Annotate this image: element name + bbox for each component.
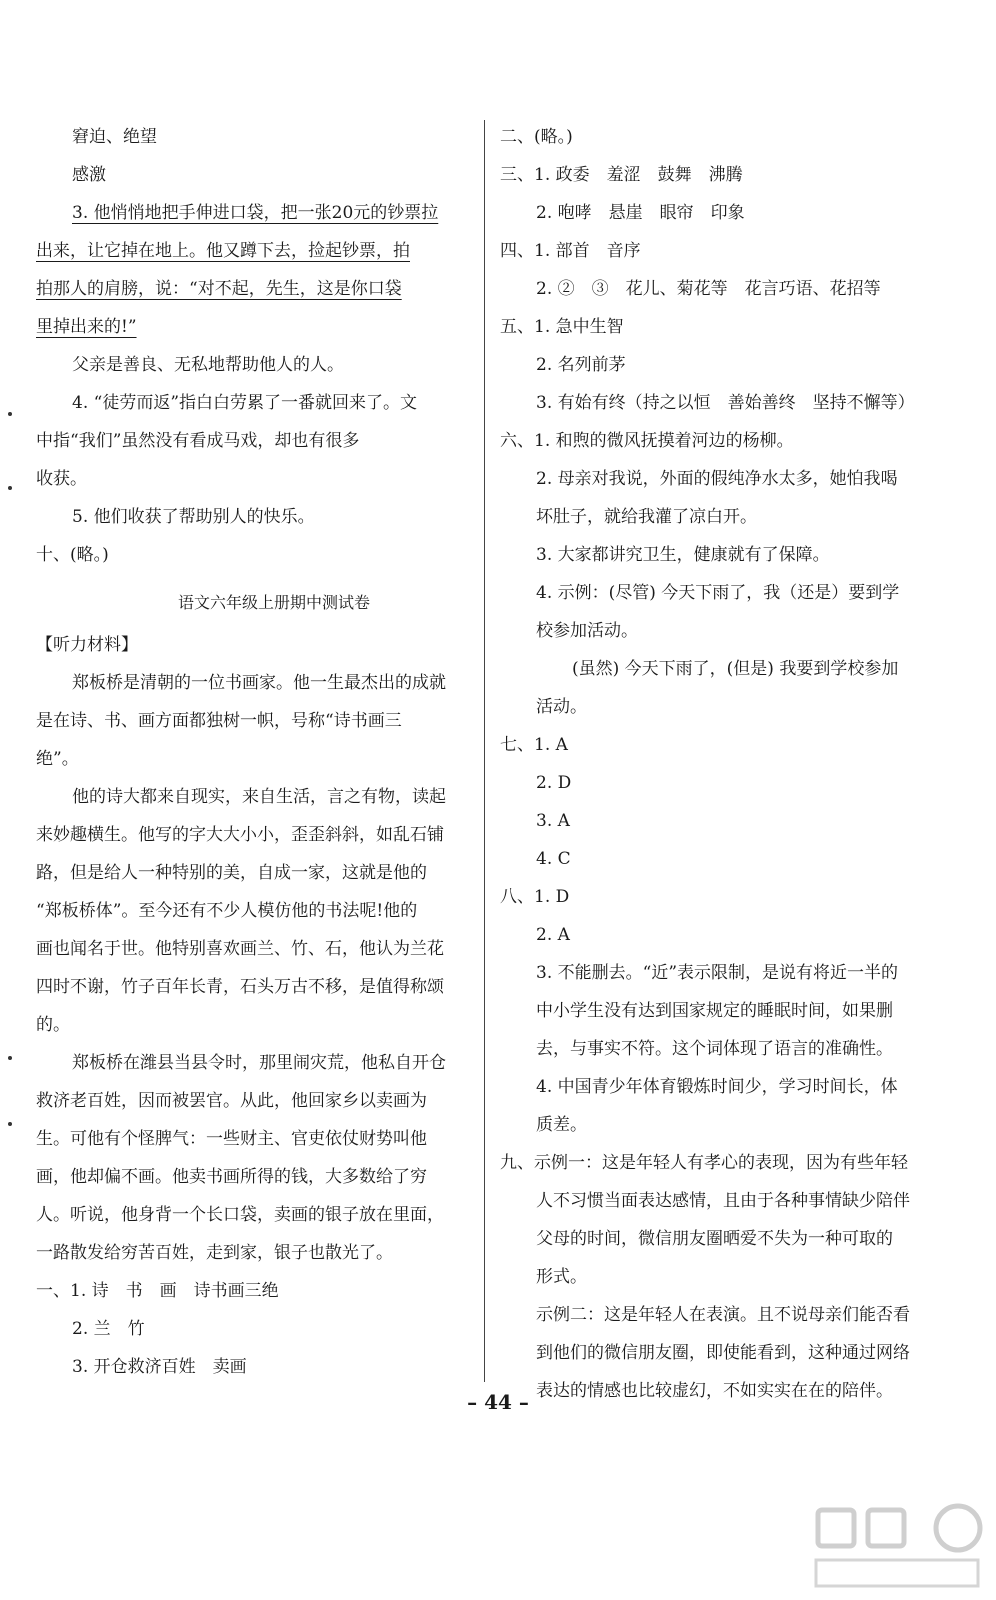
text-line: 八、1. D xyxy=(500,887,570,907)
margin-mark xyxy=(8,486,12,490)
underlined-text: 里掉出来的!” xyxy=(36,317,137,337)
text-line: 他的诗大都来自现实，来自生活，言之有物，读起 xyxy=(72,787,446,807)
page-number: – 44 – xyxy=(467,1390,529,1414)
text-line: 活动。 xyxy=(536,697,587,717)
text-line: 救济老百姓，因而被罢官。从此，他回家乡以卖画为 xyxy=(36,1091,427,1111)
text-line: 郑板桥在潍县当县令时，那里闹灾荒，他私自开仓 xyxy=(72,1053,446,1073)
text-line: 三、1. 政委 羞涩 鼓舞 沸腾 xyxy=(500,165,743,185)
text-line: 人。听说，他身背一个长口袋，卖画的银子放在里面， xyxy=(36,1205,444,1225)
section-title: 语文六年级上册期中测试卷 xyxy=(177,593,370,612)
text-line: 2. 名列前茅 xyxy=(536,355,626,375)
text-line: 4. C xyxy=(536,849,571,869)
text-line: 【听力材料】 xyxy=(36,635,138,655)
text-line: 3. 有始有终（持之以恒 善始善终 坚持不懈等） xyxy=(536,393,915,413)
text-line: 的。 xyxy=(36,1015,70,1035)
text-line: 2. ② ③ 花儿、菊花等 花言巧语、花招等 xyxy=(536,279,881,299)
underlined-text: 3. 他悄悄地把手伸进口袋，把一张20元的钞票拉 xyxy=(72,203,439,223)
text-line: 4. 中国青少年体育锻炼时间少，学习时间长，体 xyxy=(536,1077,898,1097)
text-line: 表达的情感也比较虚幻，不如实实在在的陪伴。 xyxy=(536,1381,893,1401)
text-line: 画也闻名于世。他特别喜欢画兰、竹、石，他认为兰花 xyxy=(36,939,444,959)
text-line: 画，他却偏不画。他卖书画所得的钱，大多数给了穷 xyxy=(36,1167,427,1187)
text-line: 2. 兰 竹 xyxy=(72,1319,145,1339)
text-line: 3. 大家都讲究卫生，健康就有了保障。 xyxy=(536,545,830,565)
underlined-text: 出来，让它掉在地上。他又蹲下去，捡起钞票，拍 xyxy=(36,241,410,261)
text-line: 郑板桥是清朝的一位书画家。他一生最杰出的成就 xyxy=(72,673,446,693)
watermark-logo xyxy=(808,1498,986,1592)
text-line: 一、1. 诗 书 画 诗书画三绝 xyxy=(36,1281,279,1301)
text-line: 四、1. 部首 音序 xyxy=(500,241,641,261)
text-line: 父亲是善良、无私地帮助他人的人。 xyxy=(72,355,344,375)
text-line: 示例二：这是年轻人在表演。且不说母亲们能否看 xyxy=(536,1305,910,1325)
text-line: 父母的时间，微信朋友圈晒爱不失为一种可取的 xyxy=(536,1229,893,1249)
text-line: 校参加活动。 xyxy=(536,621,638,641)
text-line xyxy=(36,232,476,270)
text-line: 二、(略。) xyxy=(500,127,573,147)
text-line: 中小学生没有达到国家规定的睡眠时间，如果删 xyxy=(536,1001,893,1021)
text-line: 形式。 xyxy=(536,1267,587,1287)
text-line: 到他们的微信朋友圈，即使能看到，这种通过网络 xyxy=(536,1343,910,1363)
text-line: 一路散发给穷苦百姓，走到家，银子也散光了。 xyxy=(36,1243,393,1263)
margin-mark xyxy=(8,412,12,416)
text-line: 是在诗、书、画方面都独树一帜，号称“诗书画三 xyxy=(36,711,402,731)
text-line: 4. “徒劳而返”指白白劳累了一番就回来了。文 xyxy=(72,393,418,413)
text-line: “郑板桥体”。至今还有不少人模仿他的书法呢!他的 xyxy=(36,901,418,921)
text-line: 去，与事实不符。这个词体现了语言的准确性。 xyxy=(536,1039,893,1059)
text-line: 2. A xyxy=(536,925,570,945)
text-line: 2. 咆哮 悬崖 眼帘 印象 xyxy=(536,203,745,223)
text-line: 生。可他有个怪脾气：一些财主、官吏依仗财势叫他 xyxy=(36,1129,427,1149)
text-line: 窘迫、绝望 xyxy=(72,127,157,147)
underlined-text: 拍那人的肩膀，说：“对不起，先生，这是你口袋 xyxy=(36,279,402,299)
text-line: 5. 他们收获了帮助别人的快乐。 xyxy=(72,507,315,527)
text-line: 4. 示例：(尽管) 今天下雨了，我（还是）要到学 xyxy=(536,583,900,603)
margin-mark xyxy=(8,1056,12,1060)
text-line: 人不习惯当面表达感情，且由于各种事情缺少陪伴 xyxy=(536,1191,910,1211)
text-line: 路，但是给人一种特别的美，自成一家，这就是他的 xyxy=(36,863,427,883)
text-line: 七、1. A xyxy=(500,735,568,755)
margin-mark xyxy=(8,1122,12,1126)
text-line: (虽然) 今天下雨了，(但是) 我要到学校参加 xyxy=(572,659,899,679)
text-line: 质差。 xyxy=(536,1115,587,1135)
text-line: 2. D xyxy=(536,773,572,793)
left-column xyxy=(36,118,476,1386)
text-line: 五、1. 急中生智 xyxy=(500,317,624,337)
right-column xyxy=(500,118,952,1410)
text-line: 绝”。 xyxy=(36,749,79,769)
text-line: 坏肚子，就给我灌了凉白开。 xyxy=(536,507,757,527)
column-divider xyxy=(484,120,485,1382)
text-line: 收获。 xyxy=(36,469,87,489)
text-line: 2. 母亲对我说，外面的假纯净水太多，她怕我喝 xyxy=(536,469,898,489)
text-line: 来妙趣横生。他写的字大大小小，歪歪斜斜，如乱石铺 xyxy=(36,825,444,845)
text-line: 六、1. 和煦的微风抚摸着河边的杨柳。 xyxy=(500,431,794,451)
text-line: 四时不谢，竹子百年长青，石头万古不移，是值得称颂 xyxy=(36,977,444,997)
text-line: 中指“我们”虽然没有看成马戏，却也有很多 xyxy=(36,431,360,451)
text-line xyxy=(36,308,476,346)
text-line xyxy=(36,194,476,232)
text-line xyxy=(36,270,476,308)
text-line: 九、示例一：这是年轻人有孝心的表现，因为有些年轻 xyxy=(500,1153,908,1173)
text-line: 十、(略。) xyxy=(36,545,109,565)
text-line: 3. 开仓救济百姓 卖画 xyxy=(72,1357,247,1377)
text-line: 3. A xyxy=(536,811,570,831)
text-line: 感激 xyxy=(72,165,106,185)
text-line: 3. 不能删去。“近”表示限制，是说有将近一半的 xyxy=(536,963,899,983)
